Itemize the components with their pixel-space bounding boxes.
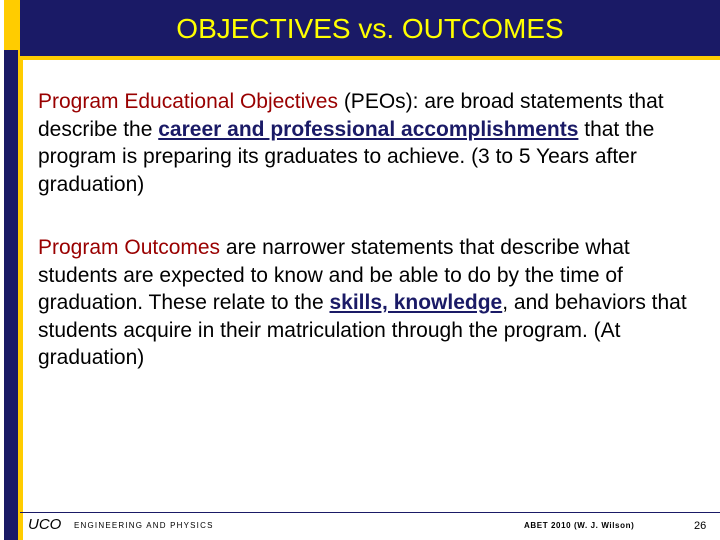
title-accent-tab [4, 0, 18, 50]
footer-credit: ABET 2010 (W. J. Wilson) [524, 521, 635, 530]
outcomes-text-b: , and behaviors that students acquire in their matriculation through the program. (At graduation) [38, 291, 687, 369]
peo-highlight: career and professional accomplishments [158, 117, 579, 141]
peo-text-b: that the program is preparing its graduates to achieve. (3 to 5 Years after graduation) [38, 117, 655, 196]
footer-department: ENGINEERING AND PHYSICS [74, 521, 214, 530]
page-number: 26 [694, 520, 707, 532]
slide-title: OBJECTIVES vs. OUTCOMES [176, 13, 564, 44]
peo-term: Program Educational Objectives [38, 90, 338, 113]
outcomes-highlight: skills, knowledge [329, 291, 503, 314]
objectives-paragraph [38, 88, 714, 198]
footer-divider [20, 512, 720, 513]
uco-logo: UCO [28, 516, 62, 533]
outcomes-text-a: are narrower statements that describe what students are expected to know and be able to do by the time of graduation. These relate to the [38, 236, 630, 314]
title-bar [20, 0, 720, 60]
slide-footer [24, 516, 716, 538]
left-accent-stripe [4, 0, 18, 540]
outcomes-paragraph [38, 234, 714, 372]
left-accent-stripe-yellow [18, 0, 23, 540]
peo-text-a: (PEOs): are broad statements that describe the [38, 90, 664, 141]
outcomes-term: Program Outcomes [38, 236, 221, 259]
slide-body [38, 88, 714, 372]
